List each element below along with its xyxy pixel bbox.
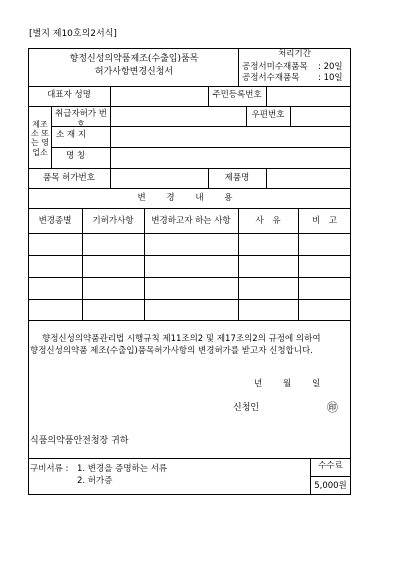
divider bbox=[28, 320, 351, 321]
changes-col-type: 변경종별 bbox=[38, 216, 72, 226]
table-row-line bbox=[28, 233, 351, 234]
divider bbox=[28, 188, 351, 189]
divider bbox=[110, 86, 111, 106]
changes-col-requested: 변경하고자 하는 사항 bbox=[151, 216, 231, 226]
required-documents-label: 구비서류 : bbox=[30, 464, 69, 474]
divider bbox=[310, 476, 351, 477]
divider bbox=[266, 168, 267, 188]
divider bbox=[144, 208, 145, 320]
postal-code-label: 우편번호 bbox=[251, 110, 285, 120]
changes-col-reason: 사 유 bbox=[255, 216, 281, 226]
required-document-2: 2. 허가증 bbox=[77, 476, 113, 486]
processing-row2-value: : 10일 bbox=[318, 73, 343, 83]
resident-id-label: 주민등록번호 bbox=[212, 90, 262, 100]
divider bbox=[28, 458, 351, 459]
table-row-line bbox=[28, 299, 351, 300]
table-row-line bbox=[28, 277, 351, 278]
processing-row2-label: 공정서수재품목 bbox=[242, 73, 300, 83]
divider bbox=[28, 168, 351, 169]
seal-mark: ㊞ bbox=[327, 401, 338, 414]
form-number: [별지 제10호의2서식] bbox=[29, 29, 117, 39]
processing-row1-value: : 20일 bbox=[318, 62, 343, 72]
application-statement: 향정신성의약품관리법 시행규칙 제11조의2 및 제17조의2의 규정에 의하여 향정신성의약품 제조(수출입)품목허가사항의 변경허가를 받고자 신청합니다. bbox=[30, 334, 321, 356]
representative-label: 대표자 성명 bbox=[47, 90, 91, 100]
fee-amount: 5,000원 bbox=[314, 481, 347, 491]
divider bbox=[238, 208, 239, 320]
changes-col-previous: 기허가사항 bbox=[92, 216, 134, 226]
divider bbox=[28, 106, 351, 107]
form-title-line1: 향정신성의약품제조(수출입)품목 bbox=[69, 54, 199, 64]
applicant-label: 신청인 bbox=[233, 403, 260, 413]
date-month: 월 bbox=[283, 379, 292, 389]
processing-row1-label: 공정서미수재품목 bbox=[242, 62, 308, 72]
product-license-label: 품목 허가번호 bbox=[43, 173, 95, 183]
date-day: 일 bbox=[312, 379, 321, 389]
form-title-line2: 허가사항변경신청서 bbox=[94, 67, 174, 77]
divider bbox=[51, 126, 351, 127]
fee-label: 수수료 bbox=[318, 461, 343, 471]
divider bbox=[82, 208, 83, 320]
required-document-1: 1. 변경을 증명하는 서류 bbox=[77, 464, 168, 474]
divider bbox=[110, 168, 111, 188]
changes-col-remarks: 비 고 bbox=[311, 216, 338, 226]
divider bbox=[28, 208, 351, 209]
table-row-line bbox=[28, 255, 351, 256]
business-name-label: 명 칭 bbox=[66, 151, 86, 161]
divider bbox=[266, 86, 267, 106]
addressee: 식품의약품안전청장 귀하 bbox=[30, 436, 129, 446]
divider bbox=[290, 106, 291, 126]
divider bbox=[51, 147, 351, 148]
divider bbox=[110, 106, 111, 168]
changes-section-title: 변 경 내 용 bbox=[137, 193, 242, 203]
address-label: 소 재 지 bbox=[56, 130, 87, 140]
product-name-label: 제품명 bbox=[224, 173, 250, 183]
processing-period-header: 처리기간 bbox=[278, 49, 311, 59]
divider bbox=[28, 86, 351, 87]
date-year: 년 bbox=[254, 379, 263, 389]
handler-license-label: 취급자허가 번호 bbox=[55, 109, 107, 130]
business-group-label: 제조소 또는 영업소 bbox=[31, 120, 49, 157]
divider bbox=[298, 208, 299, 320]
